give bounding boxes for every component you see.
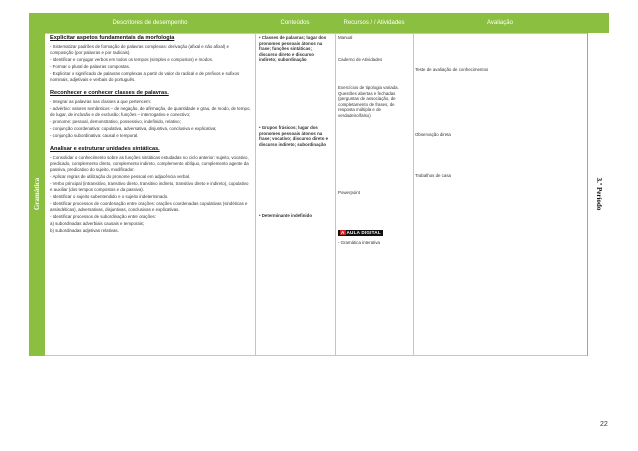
list-item: a) subordinadas adverbiais causais e temporais; xyxy=(50,220,145,226)
domain-sidebar xyxy=(29,33,45,356)
conteudo-block: • Determinante indefinido xyxy=(259,213,313,218)
conteudo-block: • Grupos frásicos; lugar dos pronomes pessoais átonos na frase; vocativo; discurso direto e discurso indireto; subordinação xyxy=(259,125,329,147)
planning-page xyxy=(29,13,609,356)
list-item: - Explicitar o significado de palavras complexas a partir do valor do radical e de prefixos e sufixos nominais, adjetivais e verbais do português. xyxy=(50,71,240,82)
list-item: b) subordinadas adjetivas relativas. xyxy=(50,228,119,234)
list-item: - conjunção coordenativa: copulativa, adversativa, disjuntiva, conclusiva e explicativa; xyxy=(50,126,217,132)
avaliacao-teste: Teste de avaliação de conhecimentos xyxy=(415,67,489,72)
recursos-column xyxy=(338,35,410,355)
list-item: - advérbio: valores semânticos – de negação, de afirmação, de quantidade e grau, de modo, de tempo, de lugar, de inclusão e de exclusão; funções – interrogativo e conectivo; xyxy=(50,106,251,117)
list-item: - Identificar processos de coordenação entre orações: orações coordenadas copulativas (sindéticas e assindéticas), adversativas, disjuntivas, conclusivas e explicativas. xyxy=(50,201,248,212)
column-divider xyxy=(255,33,256,356)
list-item: - Identificar o sujeito subentendido e o sujeito indeterminado. xyxy=(50,193,169,199)
recurso-gramatica-interativa: - Gramática interativa xyxy=(338,240,380,245)
list-item: - Identificar processos de subordinação entre orações: xyxy=(50,213,156,219)
aula-digital-logo: A AULA DIGITAL xyxy=(338,230,410,236)
list-item: - Integrar as palavras nas classes a que pertencem: xyxy=(50,98,152,104)
section-title: Reconhecer e conhecer classes de palavras. xyxy=(50,89,169,96)
section-title: Analisar e estruturar unidades sintáticas. xyxy=(50,146,160,153)
column-divider xyxy=(335,33,336,356)
descritores-column xyxy=(50,35,252,235)
header-descritores: Descritores de desempenho xyxy=(112,19,188,26)
section-title: Explicitar aspetos fundamentais da morfologia xyxy=(50,35,175,41)
section-classes-palavras xyxy=(50,90,252,139)
list-item: - Formar o plural de palavras compostas. xyxy=(50,63,131,69)
period-column xyxy=(587,33,610,356)
list-item: - conjunção subordinativa: causal e temporal. xyxy=(50,133,139,139)
column-divider xyxy=(413,33,414,356)
list-item: - Sistematizar padrões de formação de palavras complexas: derivação (afixal e não afixal) e composição (por palavras e por radicais). xyxy=(50,44,229,55)
avaliacao-observacao: Observação direta xyxy=(415,132,451,137)
conteudo-block: • Classes de palavras; lugar dos pronomes pessoais átonos na frase; funções sintáticas; discurso direto e discurso indireto; subordinação xyxy=(259,35,327,63)
avaliacao-column xyxy=(415,35,583,355)
period-label: 3.º Período xyxy=(595,177,603,211)
section-morfologia xyxy=(50,35,252,82)
recurso-manual: Manual xyxy=(338,35,353,40)
recurso-caderno: Caderno de Atividades xyxy=(338,57,383,62)
recurso-exercicios: Exercícios de tipologia variada. Questões abertas e fechadas (perguntas de associação, de completamento de frases, de resposta múltipla e de verdadeiro/falso) xyxy=(338,85,399,118)
list-item: - Consolidar o conhecimento sobre as funções sintáticas estudadas no ciclo anterior: sujeito, vocativo, predicado, complemento direto, complemento indireto, complemento oblíquo, complemento agente da passiva, predicativo do sujeito, modificador. xyxy=(50,155,249,172)
header-avaliacao: Avaliação xyxy=(487,19,513,26)
list-item: - Aplicar regras de utilização do pronome pessoal em adjacência verbal. xyxy=(50,173,191,179)
page-number: 22 xyxy=(600,421,608,428)
list-item: - Identificar e conjugar verbos em todos os tempos (simples e compostos) e modos. xyxy=(50,56,214,62)
table-header xyxy=(29,13,609,33)
list-item: - Verbo principal (intransitivo, transitivo direto, transitivo indireto, transitivo direto e indireto), copulativo e auxiliar (dos tempos compostos e da passiva). xyxy=(50,181,249,192)
section-unidades-sintaticas xyxy=(50,146,252,233)
avaliacao-trabalhos: Trabalhos de casa xyxy=(415,173,451,178)
table-top-border xyxy=(45,33,587,34)
recurso-powerpoint: Powerpoint xyxy=(338,190,360,195)
list-item: - pronome: pessoal, demonstrativo, possessivo, indefinido, relativo; xyxy=(50,118,181,124)
domain-label: Gramática xyxy=(33,177,41,211)
header-recursos: Recursos / / Atividades xyxy=(343,19,405,26)
table-bottom-border xyxy=(45,355,587,356)
header-conteudos: Conteúdos xyxy=(280,19,310,26)
conteudos-column xyxy=(259,35,331,355)
